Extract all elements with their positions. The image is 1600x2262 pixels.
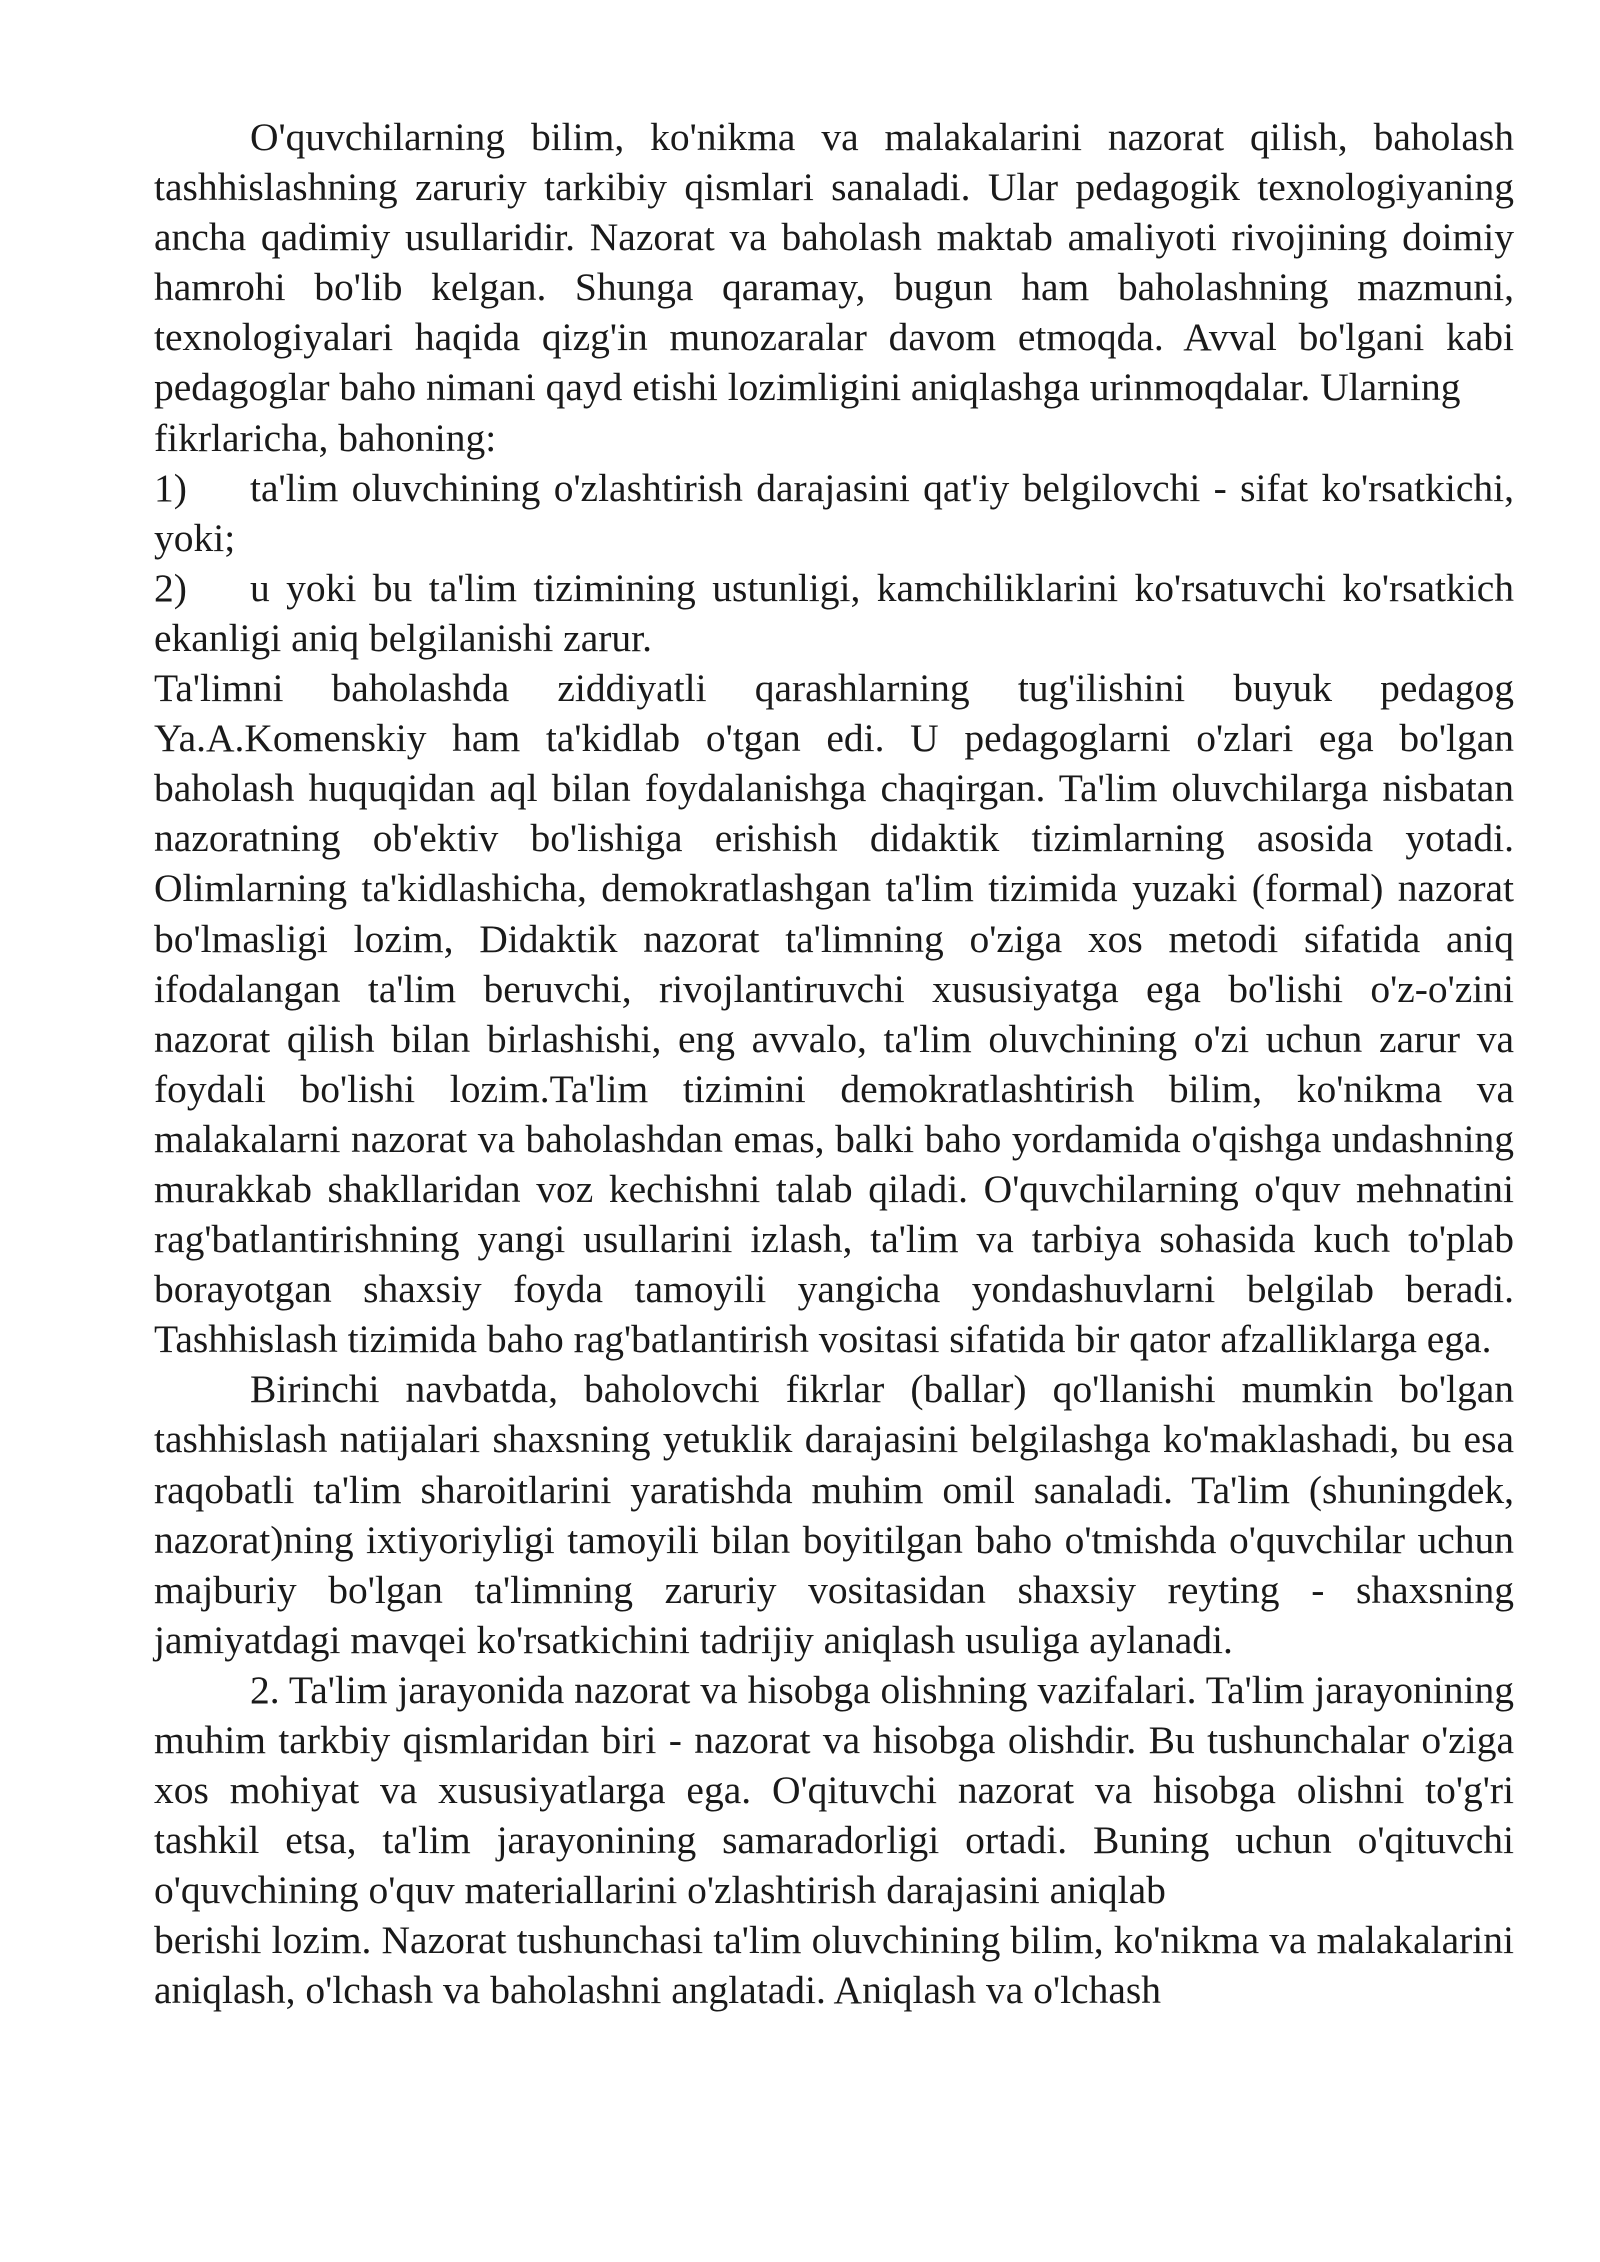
paragraph-intro-continuation: fikrlaricha, bahoning: bbox=[154, 415, 497, 460]
list-item-text: ta'lim oluvchining o'zlashtirish darajasini qat'iy belgilovchi - sifat ko'rsatkichi, yoki; bbox=[154, 465, 1514, 560]
document-page bbox=[154, 112, 1514, 2016]
paragraph-komenskiy: Ta'limni baholashda ziddiyatli qarashlarning tug'ilishini buyuk pedagog Ya.A.Komenskiy ham ta'kidlab o'tgan edi. U pedagoglarni o'zlari ega bo'lgan baholash huquqidan aql bilan foydalanishga chaqirgan. Ta'lim oluvchilarga nisbatan nazoratning ob'ektiv bo'lishiga erishish didaktik tizimlarning asosida yotadi. Olimlarning ta'kidlashicha, demokratlashgan ta'lim tizimida yuzaki (formal) nazorat bo'lmasligi lozim, Didaktik nazorat ta'limning o'ziga xos metodi sifatida aniq ifodalangan ta'lim beruvchi, rivojlantiruvchi xususiyatga ega bo'lishi o'z-o'zini nazorat qilish bilan birlashishi, eng avvalo, ta'lim oluvchining o'zi uchun zarur va foydali bo'lishi lozim.Ta'lim tizimini demokratlashtirish bilim, ko'nikma va malakalarni nazorat va baholashdan emas, balki baho yordamida o'qishga undashning murakkab shakllaridan voz kechishni talab qiladi. O'quvchilarning o'quv mehnatini rag'batlantirishning yangi usullarini izlash, ta'lim va tarbiya sohasida kuch to'plab borayotgan shaxsiy foyda tamoyili yangicha yondashuvlarni belgilab beradi. Tashhislash tizimida baho rag'batlantirish vositasi sifatida bir qator afzalliklarga ega. bbox=[154, 666, 1514, 1362]
paragraph-section-2: 2. Ta'lim jarayonida nazorat va hisobga olishning vazifalari. Ta'lim jarayonining muhim tarkbiy qismlaridan biri - nazorat va hisobga olishdir. Bu tushunchalar o'ziga xos mohiyat va xususiyatlarga ega. O'qituvchi nazorat va hisobga olishni to'g'ri tashkil etsa, ta'lim jarayonining samaradorligi ortadi. Buning uchun o'qituvchi o'quvchining o'quv materiallarini o'zlashtirish darajasini aniqlab bbox=[154, 1667, 1514, 1913]
list-number: 2) bbox=[154, 565, 187, 610]
list-item-1 bbox=[154, 463, 1514, 563]
paragraph-birinchi: Birinchi navbatda, baholovchi fikrlar (ballar) qo'llanishi mumkin bo'lgan tashhislash natijalari shaxsning yetuklik darajasini belgilashga ko'maklashadi, bu esa raqobatli ta'lim sharoitlarini yaratishda muhim omil sanaladi. Ta'lim (shuningdek, nazorat)ning ixtiyoriyligi tamoyili bilan boyitilgan baho o'tmishda o'quvchilar uchun majburiy bo'lgan ta'limning zaruriy vositasidan shaxsiy reyting - shaxsning jamiyatdagi mavqei ko'rsatkichini tadrijiy aniqlash usuliga aylanadi. bbox=[154, 1367, 1514, 1662]
list-number: 1) bbox=[154, 465, 187, 510]
paragraph-section-2-continuation: berishi lozim. Nazorat tushunchasi ta'lim oluvchining bilim, ko'nikma va malakalarini aniqlash, o'lchash va baholashni anglatadi. Aniqlash va o'lchash bbox=[154, 1918, 1514, 2013]
paragraph-intro: O'quvchilarning bilim, ko'nikma va malakalarini nazorat qilish, baholash tashhislashning zaruriy tarkibiy qismlari sanaladi. Ular pedagogik texnologiyaning ancha qadimiy usullaridir. Nazorat va baholash maktab amaliyoti rivojining doimiy hamrohi bo'lib kelgan. Shunga qaramay, bugun ham baholashning mazmuni, texnologiyalari haqida qizg'in munozaralar davom etmoqda. Avval bo'lgani kabi pedagoglar baho nimani qayd etishi lozimligini aniqlashga urinmoqdalar. Ularning bbox=[154, 115, 1514, 410]
list-item-2 bbox=[154, 563, 1514, 663]
list-item-text: u yoki bu ta'lim tizimining ustunligi, kamchiliklarini ko'rsatuvchi ko'rsatkich ekanligi aniq belgilanishi zarur. bbox=[154, 565, 1514, 660]
